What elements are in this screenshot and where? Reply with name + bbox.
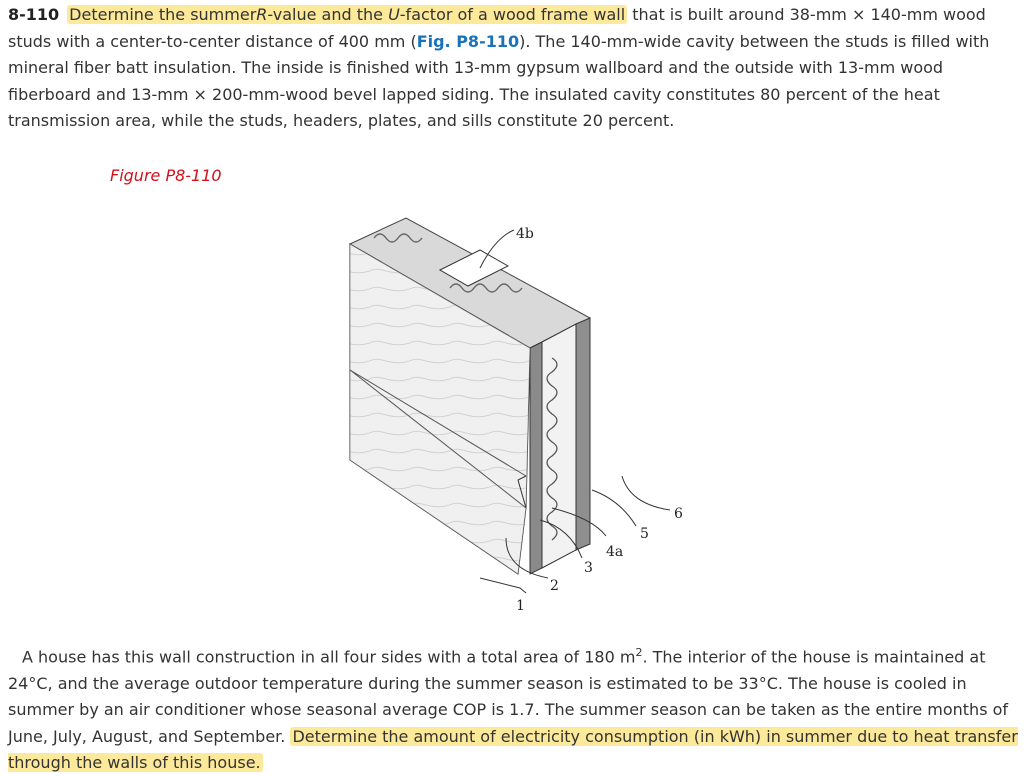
leader-5: [592, 490, 636, 526]
leader-6: [622, 476, 670, 510]
leader-1: [480, 578, 526, 593]
label-4b: 4b: [516, 226, 534, 242]
fiberboard-layer: [530, 342, 542, 574]
label-3: 3: [584, 560, 593, 576]
label-4a: 4a: [606, 544, 624, 560]
problem-highlight[interactable]: [67, 5, 627, 24]
label-6: 6: [674, 506, 683, 522]
highlight-text-1: Determine the summer: [69, 5, 257, 24]
problem-statement-2: [8, 640, 1018, 777]
figure-link[interactable]: Fig. P8-110: [416, 31, 520, 51]
problem-statement: [8, 2, 1018, 135]
highlight-text-2: -value and the: [267, 5, 389, 24]
insulation-cavity: [542, 324, 576, 568]
u-symbol: U: [388, 5, 400, 24]
superscript-2: 2: [635, 646, 643, 659]
highlight-text-3: -factor of a wood frame wall: [399, 5, 626, 24]
problem2-text-b: . The interior of the house is maintained at 24°C, and the average outdoor temperature during the summer season is estimated to be 33°C. The house is cooled in summer by an air conditioner whose seasonal average COP is 1.7. The summer season can be taken as the entire months of June, July, August, and September.: [8, 647, 1009, 746]
figure-caption: Figure P8-110: [110, 166, 222, 185]
label-1: 1: [516, 598, 525, 614]
problem-text-a: that is built around 38-mm × 140-mm wood studs with a center-to-center distance of 400 mm (: [8, 5, 986, 51]
r-symbol: R: [256, 5, 268, 24]
problem-number: 8-110: [8, 5, 60, 24]
problem-text-b: ). The 140-mm-wide cavity between the studs is filled with mineral fiber batt insulation. The inside is finished with 13-mm gypsum wallboard and the outside with 13-mm wood fiberboard and 13-mm × 200-mm-wood bevel lapped siding. The insulated cavity constitutes 80 percent of the heat transmission area, while the studs, headers, plates, and sills constitute 20 percent.: [8, 31, 990, 130]
label-5: 5: [640, 526, 649, 542]
label-2: 2: [550, 578, 559, 594]
problem2-highlight[interactable]: Determine the amount of electricity consumption (in kWh) in summer due to heat transfer through the walls of this house.: [8, 726, 1018, 773]
gypsum-layer: [576, 318, 590, 550]
wall-figure: [330, 208, 710, 618]
problem2-text-a: A house has this wall construction in all four sides with a total area of 180 m: [22, 647, 636, 667]
